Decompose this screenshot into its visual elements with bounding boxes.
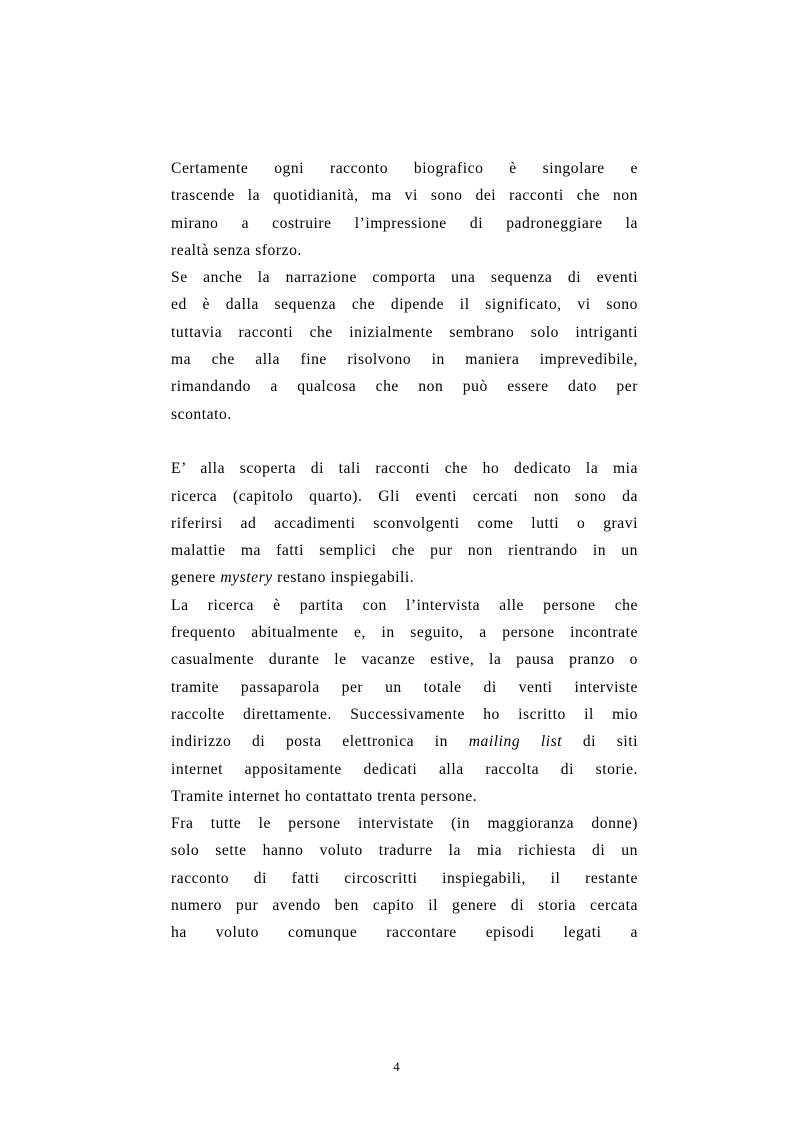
text-segment: di siti — [562, 733, 638, 751]
paragraph — [171, 455, 638, 591]
text-line — [171, 155, 638, 182]
text-segment: ricerca (capitolo quarto). Gli eventi cercati non sono da — [171, 487, 638, 505]
text-line — [171, 919, 638, 946]
text-line — [171, 483, 638, 510]
text-line — [171, 401, 638, 428]
paragraph — [171, 810, 638, 946]
text-segment: internet appositamente dedicati alla raccolta di storie. — [171, 760, 638, 778]
text-line — [171, 619, 638, 646]
italic-term: mystery — [220, 569, 273, 587]
text-line — [171, 865, 638, 892]
text-segment: Se anche la narrazione comporta una sequenza di eventi — [171, 269, 638, 287]
text-segment: ed è dalla sequenza che dipende il significato, vi sono — [171, 296, 638, 314]
text-segment: tuttavia racconti che inizialmente sembrano solo intriganti — [171, 323, 638, 341]
text-segment: racconto di fatti circoscritti inspiegabili, il restante — [171, 869, 638, 887]
italic-term: mailing list — [468, 733, 563, 751]
text-line — [171, 646, 638, 673]
text-segment: E’ alla scoperta di tali racconti che ho dedicato la mia — [171, 460, 638, 478]
text-line — [171, 728, 638, 755]
text-line — [171, 182, 638, 209]
text-segment: mirano a costruire l’impressione di padroneggiare la — [171, 214, 638, 232]
text-line — [171, 291, 638, 318]
text-line — [171, 319, 638, 346]
text-line — [171, 756, 638, 783]
text-segment: indirizzo di posta elettronica in — [171, 733, 469, 751]
text-line — [171, 264, 638, 291]
text-segment: solo sette hanno voluto tradurre la mia richiesta di un — [171, 842, 638, 860]
text-segment: ma che alla fine risolvono in maniera imprevedibile, — [171, 351, 638, 369]
text-segment: Tramite internet ho contattato trenta persone. — [171, 787, 478, 805]
text-segment: trascende la quotidianità, ma vi sono dei racconti che non — [171, 187, 638, 205]
text-segment: raccolte direttamente. Successivamente ho iscritto il mio — [171, 705, 638, 723]
text-line — [171, 510, 638, 537]
text-line — [171, 210, 638, 237]
text-segment: ha voluto comunque raccontare episodi legati a — [171, 924, 638, 942]
text-segment: Fra tutte le persone intervistate (in maggioranza donne) — [171, 815, 638, 833]
text-line — [171, 701, 638, 728]
text-segment: scontato. — [171, 405, 232, 423]
text-segment: malattie ma fatti semplici che pur non rientrando in un — [171, 542, 638, 560]
text-segment: tramite passaparola per un totale di venti interviste — [171, 678, 638, 696]
text-segment: Certamente ogni racconto biografico è singolare e — [171, 160, 638, 177]
text-line — [171, 237, 638, 264]
text-line — [171, 564, 638, 591]
text-line — [171, 892, 638, 919]
page-number: 4 — [393, 1059, 400, 1074]
text-segment: genere — [171, 569, 221, 587]
paragraph — [171, 592, 638, 810]
text-segment: riferirsi ad accadimenti sconvolgenti come lutti o gravi — [171, 514, 638, 532]
text-segment: restano inspiegabili. — [272, 569, 415, 587]
text-line — [171, 455, 638, 482]
text-segment: La ricerca è partita con l’intervista alle persone che — [171, 596, 638, 614]
text-line — [171, 837, 638, 864]
text-line — [171, 674, 638, 701]
text-segment: rimandando a qualcosa che non può essere dato per — [171, 378, 638, 396]
body-text — [171, 155, 638, 947]
text-line — [171, 346, 638, 373]
text-line — [171, 537, 638, 564]
text-line — [171, 592, 638, 619]
paragraph — [171, 264, 638, 428]
text-segment: numero pur avendo ben capito il genere di storia cercata — [171, 897, 638, 915]
text-segment: realtà senza sforzo. — [171, 241, 302, 259]
text-line — [171, 373, 638, 400]
paragraph-spacer — [171, 428, 638, 455]
text-segment: frequento abitualmente e, in seguito, a persone incontrate — [171, 624, 638, 642]
text-line — [171, 783, 638, 810]
text-segment: casualmente durante le vacanze estive, la pausa pranzo o — [171, 651, 638, 669]
paragraph — [171, 155, 638, 264]
text-line — [171, 810, 638, 837]
